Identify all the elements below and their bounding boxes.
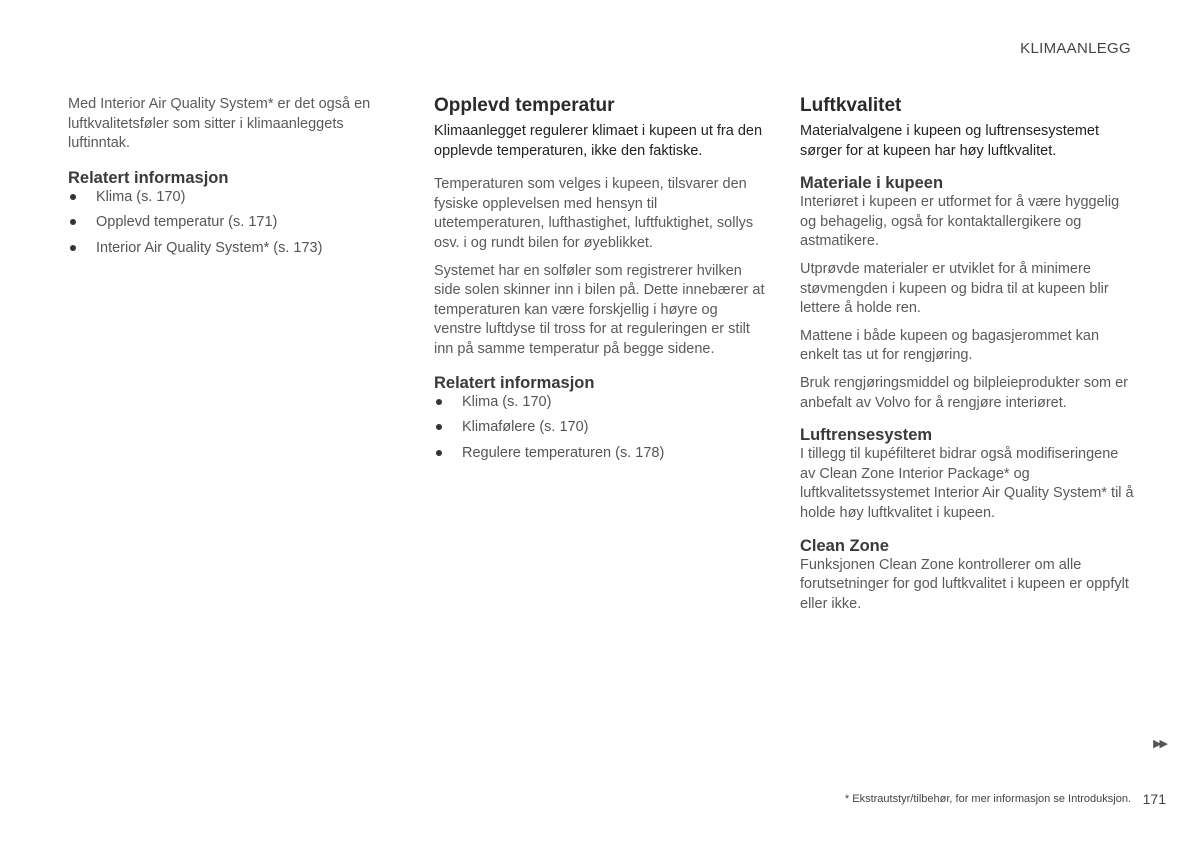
column-right (800, 95, 1134, 622)
column-left (68, 95, 390, 264)
subheading-clean-zone: Clean Zone (800, 536, 889, 555)
bullet-icon (70, 245, 76, 251)
related-info-list (434, 393, 768, 463)
intro-paragraph: Med Interior Air Quality System* er det også en luftkvalitetsføler som sitter i klimaanleggets luftinntak. (68, 96, 371, 152)
lead-paragraph: Klimaanlegget regulerer klimaet i kupeen ut fra den opplevde temperaturen, ikke den faktiske. (434, 123, 763, 159)
section-header: KLIMAANLEGG (1020, 40, 1131, 57)
related-link[interactable]: Regulere temperaturen (s. 178) (434, 444, 768, 463)
body-paragraph: Bruk rengjøringsmiddel og bilpleieprodukter som er anbefalt av Volvo for å rengjøre interiøret. (800, 374, 1129, 411)
body-paragraph: I tillegg til kupéfilteret bidrar også modifiseringene av Clean Zone Interior Package* og luftkvalitetssystemet Interior Air Quality System* til å holde høy luftkvalitet i kupeen. (800, 446, 1134, 521)
body-paragraph: Mattene i både kupeen og bagasjerommet kan enkelt tas ut for rengjøring. (800, 327, 1100, 364)
bullet-icon (436, 399, 442, 405)
body-paragraph: Temperaturen som velges i kupeen, tilsvarer den fysiske opplevelsen med hensyn til utetemperaturen, lufthastighet, luftfuktighet, sollys osv. i og rundt bilen for øyeblikket. (434, 176, 754, 251)
bullet-icon (70, 194, 76, 200)
related-link[interactable]: Opplevd temperatur (s. 171) (68, 213, 390, 232)
lead-paragraph: Materialvalgene i kupeen og luftrensesystemet sørger for at kupeen har høy luftkvalitet. (800, 123, 1100, 159)
subheading-luftrensesystem: Luftrensesystem (800, 426, 933, 445)
page-number: 171 (1142, 791, 1166, 807)
related-link[interactable]: Klimafølere (s. 170) (434, 418, 768, 437)
footnote: * Ekstrautstyr/tilbehør, for mer informasjon se Introduksjon. (844, 793, 1131, 805)
related-info-heading: Relatert informasjon (68, 168, 229, 187)
bullet-icon (436, 450, 442, 456)
body-paragraph: Funksjonen Clean Zone kontrollerer om alle forutsetninger for god luftkvalitet i kupeen er oppfylt eller ikke. (800, 556, 1129, 612)
bullet-icon (436, 424, 442, 430)
related-link[interactable]: Interior Air Quality System* (s. 173) (68, 239, 390, 258)
bullet-icon (70, 219, 76, 225)
body-paragraph: Interiøret i kupeen er utformet for å være hyggelig og behagelig, også for kontaktallergikere og astmatikere. (800, 194, 1120, 250)
related-info-heading: Relatert informasjon (434, 373, 595, 392)
related-link[interactable]: Klima (s. 170) (68, 188, 390, 207)
body-paragraph: Utprøvde materialer er utviklet for å minimere støvmengden i kupeen og bidra til at kupeen blir lettere å holde ren. (800, 260, 1109, 317)
subheading-materiale: Materiale i kupeen (800, 174, 944, 193)
column-middle (434, 95, 768, 469)
related-link[interactable]: Klima (s. 170) (434, 393, 768, 412)
section-title-opplevd-temperatur: Opplevd temperatur (434, 95, 615, 116)
body-paragraph: Systemet har en solføler som registrerer hvilken side solen skinner inn i bilen på. Dette innebærer at temperaturen kan være forskjellig i høyre og venstre luftdyse til tross for at reguleringen er stilt inn på samme temperatur på begge sidene. (434, 262, 765, 357)
double-arrow-right-icon: ▶▶ (1153, 738, 1166, 750)
section-title-luftkvalitet: Luftkvalitet (800, 95, 902, 116)
related-info-list (68, 188, 390, 258)
